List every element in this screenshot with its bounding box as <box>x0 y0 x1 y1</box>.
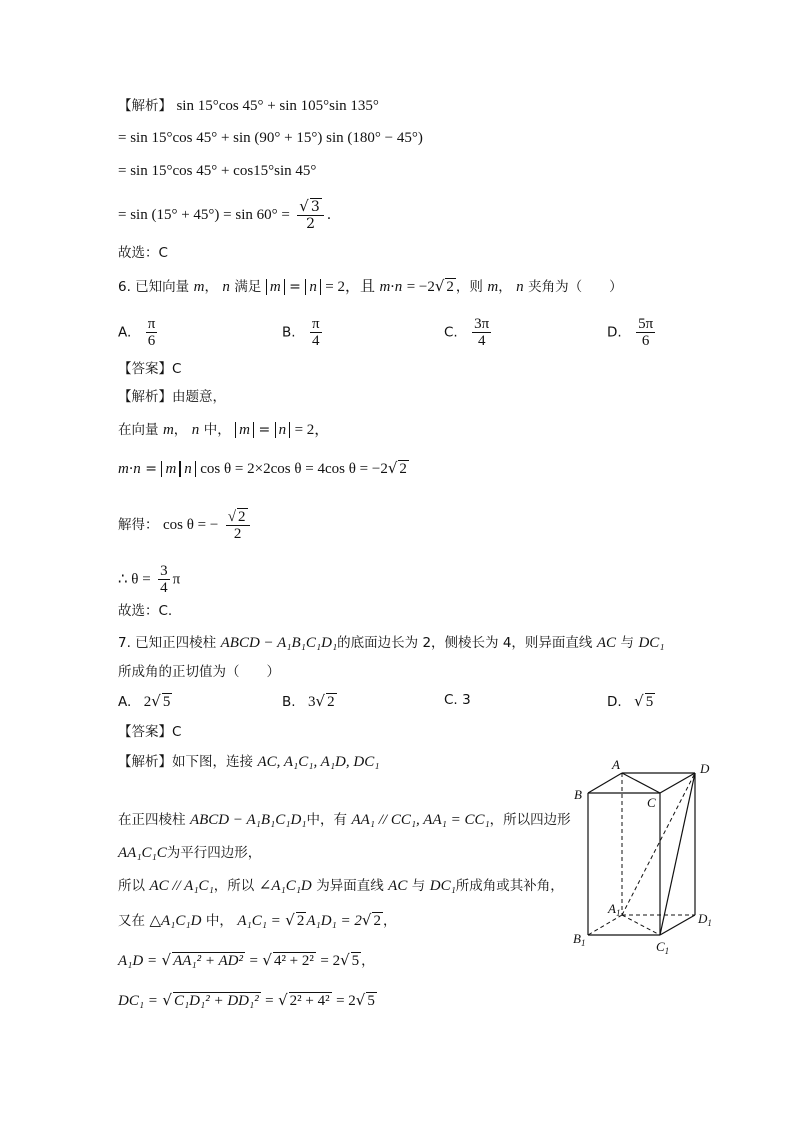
stem-text: = −2 <box>406 279 435 295</box>
vertex-b: B <box>574 787 582 802</box>
q6-choose: 故选：C. <box>118 603 173 619</box>
option-letter: A. <box>118 324 132 341</box>
vector-n: n <box>394 279 403 295</box>
radicand: 2 <box>373 913 381 929</box>
line-ac: AC <box>596 635 617 651</box>
prism-name: ABCD − A₁B₁C₁D₁ <box>220 635 338 651</box>
abs-m: m <box>161 461 180 477</box>
text: ， <box>382 913 397 929</box>
radicand: 5 <box>351 953 360 969</box>
vertex-b1: $B_1$ <box>573 931 586 948</box>
prism-figure <box>570 755 740 955</box>
vector-n: n <box>516 279 524 295</box>
period: . <box>326 207 332 223</box>
stem-text: 满足 <box>234 279 262 295</box>
formula: ∴ θ = <box>118 571 151 588</box>
q6-option-a[interactable] <box>118 316 160 349</box>
text: 所成角或其补角， <box>455 878 564 894</box>
option-letter: C. <box>444 692 458 708</box>
formula: ∠A₁C₁D <box>258 878 312 894</box>
edge-ac <box>622 773 660 793</box>
radicand: 5 <box>645 694 654 710</box>
vector-m: m <box>487 279 499 295</box>
stem-text: 的底面边长为 2，侧棱长为 4，则异面直线 <box>337 635 593 651</box>
q6-solution-line-3: m·n = m n cos θ = 2×2cos θ = 4cos θ = −2√ 2 <box>118 459 407 477</box>
q7-option-a[interactable]: A. 2√ 5 <box>118 692 171 710</box>
radicand: C₁D₁² + DD₁² <box>173 993 259 1009</box>
q7-option-b[interactable]: B. 3√ 2 <box>282 692 335 710</box>
denominator: 2 <box>233 526 242 542</box>
text: 中， <box>203 422 231 438</box>
formula: A₁D₁ = 2 <box>306 913 362 929</box>
edge-a1c1 <box>622 915 660 935</box>
q7-solution-line-1 <box>118 752 379 772</box>
text: 与 <box>411 878 426 894</box>
vector-m: m <box>379 279 391 295</box>
formula: = 2， <box>294 422 330 438</box>
q7-stem-line-2: 所成角的正切值为（ ） <box>118 664 280 680</box>
radicand: 5 <box>367 993 375 1009</box>
edge-dc1 <box>660 773 695 935</box>
q5-solution-line-4 <box>118 198 331 232</box>
abs-n: n <box>180 461 196 477</box>
formula: DC₁ = <box>118 993 158 1009</box>
text: 为平行四边形， <box>166 845 262 861</box>
option-letter: D. <box>607 694 622 710</box>
q5-choose: 故选：C <box>118 245 168 261</box>
denominator: 4 <box>477 333 486 349</box>
q7-solution-line-5: 又在 △A₁C₁D 中， A₁C₁ = √ 2 A₁D₁ = 2√ 2 ， <box>118 911 397 929</box>
radicand: AA₁² + AD² <box>173 953 243 969</box>
stem-text: 夹角为（ ） <box>528 279 623 295</box>
text: 【解析】如下图，连接 <box>118 754 253 770</box>
radicand: 2 <box>327 694 335 710</box>
abs-m: m <box>235 422 254 438</box>
vertex-a: A <box>612 757 620 772</box>
q6-stem: 6. 已知向量 m， n 满足 m = n = 2，且 m·n = −2√ 2 ，则 m， n 夹角为（ ） <box>118 277 623 295</box>
formula: AC <box>388 878 408 894</box>
radicand: 3 <box>310 199 320 215</box>
formula: ABCD − A₁B₁C₁D₁ <box>189 812 307 828</box>
text: ，所以 <box>213 878 255 894</box>
option-letter: B. <box>282 694 296 710</box>
solution-label: 【解析】 <box>118 98 172 114</box>
denominator: 4 <box>160 580 168 596</box>
q7-solution-line-6: A₁D = √ AA₁² + AD² = √ 4² + 2² = 2√ 5 ， <box>118 951 375 969</box>
text: 所以 <box>118 878 145 894</box>
edge-a1d <box>622 773 695 915</box>
option-letter: C. <box>444 324 458 341</box>
vertex-d1: $D_1$ <box>698 911 712 928</box>
text: 解得： <box>118 517 159 533</box>
numerator: 3 <box>160 563 168 579</box>
formula: = sin (15° + 45°) = sin 60° = <box>118 207 290 223</box>
formula: = <box>249 953 258 969</box>
stem-text: = 2，且 <box>325 279 375 295</box>
formula: AA₁ // CC₁, AA₁ = CC₁ <box>351 812 490 828</box>
option-letter: B. <box>282 324 296 341</box>
text: 在正四棱柱 <box>118 812 186 828</box>
q7-option-d[interactable]: D. √ 5 <box>607 692 654 710</box>
radicand: 2 <box>238 509 246 525</box>
edge-c1d1 <box>660 915 695 935</box>
radicand: 5 <box>162 694 171 710</box>
vector-n: n <box>191 422 200 438</box>
vector-m: m <box>193 279 205 295</box>
denominator: 6 <box>147 333 156 349</box>
q7-option-c[interactable] <box>444 692 471 708</box>
formula: cos θ = 2×2cos θ = 4cos θ = −2 <box>200 461 388 477</box>
formula: A₁D = <box>118 953 158 969</box>
stem-text: ，则 <box>455 279 483 295</box>
coefficient: 3 <box>308 694 316 710</box>
text: ，所以四边形 <box>489 812 571 828</box>
vertex-d: D <box>700 761 710 776</box>
separator: ， <box>204 279 218 295</box>
line-dc1: DC₁ <box>638 635 665 651</box>
coefficient: 2 <box>143 694 152 710</box>
q6-solution-label: 【解析】由题意， <box>118 389 226 405</box>
edge-ab <box>588 773 622 793</box>
numerator: 5π <box>638 316 654 332</box>
formula: sin 15°cos 45° + sin 105°sin 135° <box>176 98 379 114</box>
q6-solution-line-2: 在向量 m， n 中， m = n = 2， <box>118 422 330 438</box>
radicand: 2 <box>446 279 454 295</box>
edge-a1b1 <box>588 915 622 935</box>
stem-text: 7. 已知正四棱柱 <box>118 635 217 651</box>
vector-m: m <box>118 461 129 477</box>
stem-text: 与 <box>620 635 635 651</box>
formula: DC₁ <box>429 878 456 894</box>
vertex-c1: $C_1$ <box>656 939 670 955</box>
abs-n: n <box>275 422 291 438</box>
q6-answer: 【答案】C <box>118 361 182 377</box>
q6-option-b[interactable] <box>282 316 325 349</box>
radicand: 4² + 2² <box>273 953 314 969</box>
option-letter: A. <box>118 694 132 710</box>
option-letter: D. <box>607 324 622 341</box>
vector-m: m <box>162 422 174 438</box>
pi: π <box>172 571 181 588</box>
radicand: 2 <box>296 913 305 929</box>
radicand: 2² + 4² <box>289 993 330 1009</box>
formula: = 2 <box>336 993 356 1009</box>
abs-m: m <box>266 279 285 295</box>
numerator: π <box>312 316 320 332</box>
text: 中， <box>205 913 233 929</box>
formula: AC, A₁C₁, A₁D, DC₁ <box>257 754 380 770</box>
denominator: 4 <box>312 333 320 349</box>
q6-option-d[interactable] <box>607 316 658 349</box>
formula: AA₁C₁C <box>118 845 167 861</box>
denominator: 6 <box>641 333 650 349</box>
q7-solution-line-2 <box>118 810 571 830</box>
q5-solution-line-3: = sin 15°cos 45° + cos15°sin 45° <box>118 163 317 179</box>
text: 在向量 <box>118 422 159 438</box>
stem-text: 6. 已知向量 <box>118 279 190 295</box>
denominator: 2 <box>306 216 315 232</box>
text: ， <box>361 953 375 969</box>
radicand: 2 <box>399 461 407 477</box>
vector-n: n <box>133 461 141 477</box>
coefficient: 3 <box>462 692 471 708</box>
q6-solution-line-4: 解得： cos θ = − $\frac{√ 2}{2}$ <box>118 508 253 542</box>
q5-solution-line-1 <box>118 96 379 116</box>
q7-answer: 【答案】C <box>118 724 182 740</box>
formula: AC // A₁C₁ <box>149 878 214 894</box>
q7-solution-line-7: DC₁ = √ C₁D₁² + DD₁² = √ 2² + 4² = 2√ 5 <box>118 991 375 1009</box>
numerator: 3π <box>474 316 490 332</box>
text: 中，有 <box>306 812 347 828</box>
q6-option-c[interactable] <box>444 316 494 349</box>
vertex-a1: $A_1$ <box>608 901 621 918</box>
text: 为异面直线 <box>316 878 384 894</box>
formula: cos θ = − <box>162 517 219 533</box>
q5-solution-line-2: = sin 15°cos 45° + sin (90° + 15°) sin (180° − 45°) <box>118 130 423 146</box>
formula: = 2 <box>320 953 341 969</box>
abs-n: n <box>305 279 321 295</box>
formula: △A₁C₁D <box>149 913 202 929</box>
numerator: π <box>147 316 156 332</box>
q7-solution-line-3 <box>118 843 261 863</box>
formula: = <box>265 993 274 1009</box>
text: 又在 <box>118 913 145 929</box>
vector-n: n <box>222 279 230 295</box>
formula: A₁C₁ = <box>237 913 281 929</box>
q7-solution-line-4 <box>118 876 564 896</box>
q6-solution-line-5 <box>118 563 180 596</box>
fraction: $\frac{√ 3}{2}$ <box>297 198 323 232</box>
vertex-c: C <box>647 795 656 810</box>
q7-stem-line-1 <box>118 633 665 653</box>
